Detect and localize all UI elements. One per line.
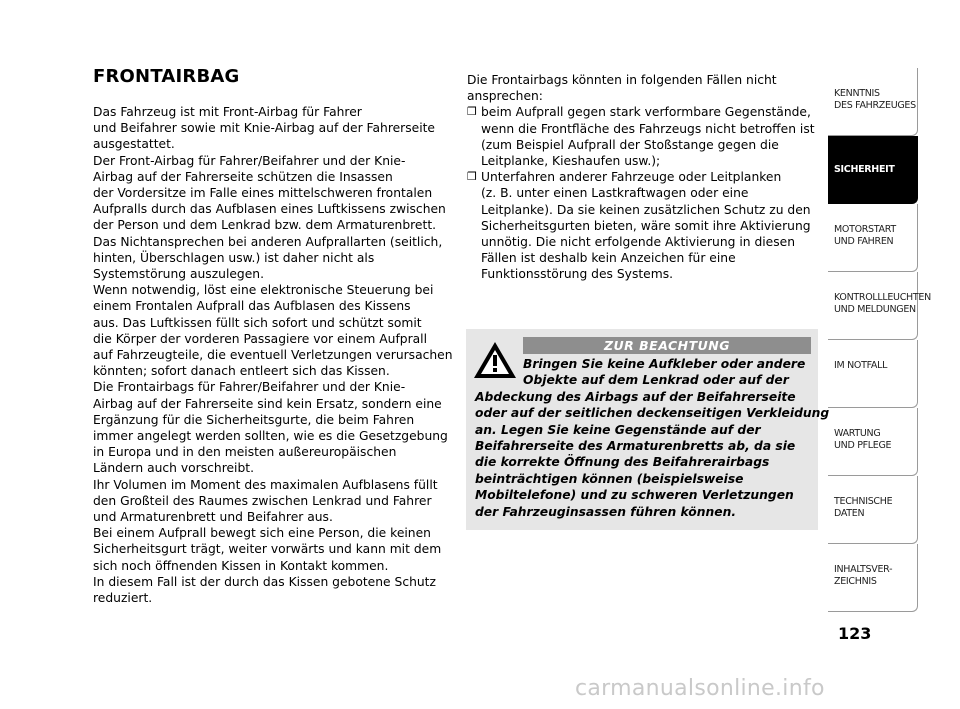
page-number: 123 — [838, 624, 872, 643]
paragraph-line: Wenn notwendig, löst eine elektronische Steuerung bei — [93, 283, 434, 298]
checkbox-bullet-icon: ❒ — [467, 170, 477, 184]
chapter-tab[interactable] — [828, 272, 931, 340]
bullet-line: Funktionsstörung des Systems. — [481, 267, 674, 282]
chapter-tab[interactable] — [828, 204, 918, 272]
paragraph-line: und Armaturenbrett und Beifahrer aus. — [93, 510, 333, 525]
chapter-tab[interactable] — [828, 340, 918, 408]
warning-line: Objekte auf dem Lenkrad oder auf der — [523, 373, 789, 388]
paragraph-line: Das Nichtansprechen bei anderen Aufprallarten (seitlich, — [93, 234, 443, 249]
warning-line: beinträchtigen können (beispielsweise — [475, 471, 744, 486]
warning-text — [475, 356, 830, 520]
bullet-line: (z. B. unter einen Lastkraftwagen oder eine — [481, 186, 749, 201]
chapter-tab[interactable] — [828, 68, 918, 136]
chapter-tab-label: WARTUNG UND PFLEGE — [834, 428, 892, 451]
chapter-tab-label: KENNTNIS DES FAHRZEUGES — [834, 88, 916, 111]
paragraph-line: Ländern auch vorschreibt. — [93, 461, 255, 476]
bullet-item — [467, 104, 819, 169]
paragraph-line: in Europa und in den meisten außereuropäischen — [93, 445, 397, 460]
warning-line: Beifahrerseite des Armaturenbretts ab, da sie — [475, 439, 796, 454]
intro-line: ansprechen: — [467, 89, 543, 104]
intro-line: Die Frontairbags könnten in folgenden Fällen nicht — [467, 73, 777, 87]
chapter-tab[interactable] — [828, 408, 918, 476]
warning-line: oder auf der seitlichen deckenseitigen Verkleidung — [475, 406, 830, 421]
warning-line: Bringen Sie keine Aufkleber oder andere — [523, 357, 806, 371]
bullet-line: beim Aufprall gegen stark verformbare Gegenstände, — [481, 105, 811, 120]
paragraph-line: aus. Das Luftkissen füllt sich sofort und schützt somit — [93, 315, 422, 330]
paragraph-line: Das Fahrzeug ist mit Front-Airbag für Fahrer — [93, 105, 362, 119]
warning-header: ZUR BEACHTUNG — [523, 337, 811, 354]
chapter-tab-label: IM NOTFALL — [834, 360, 888, 371]
paragraph-line: Aufpralls durch das Aufblasen eines Luftkissens zwischen — [93, 202, 446, 217]
left-column-text — [93, 104, 455, 606]
paragraph-line: Systemstörung auszulegen. — [93, 267, 265, 282]
paragraph-line: Sicherheitsgurt trägt, weiter vorwärts und kann mit dem — [93, 542, 442, 557]
paragraph-line: der Person und dem Lenkrad bzw. dem Armaturenbrett. — [93, 218, 437, 233]
bullet-line: Leitplanke, Kieshaufen usw.); — [481, 154, 661, 169]
chapter-tab-label: INHALTSVER- ZEICHNIS — [834, 564, 893, 587]
paragraph-line: Airbag auf der Fahrerseite sind kein Ersatz, sondern eine — [93, 396, 442, 411]
paragraph-line: Ihr Volumen im Moment des maximalen Aufblasens füllt — [93, 477, 438, 492]
chapter-tab-label: KONTROLLLEUCHTEN UND MELDUNGEN — [834, 292, 931, 315]
paragraph-line: die Körper der vorderen Passagiere vor einem Aufprall — [93, 331, 428, 346]
paragraph-line: könnten; sofort danach entleert sich das Kissen. — [93, 364, 390, 379]
warning-line: Mobiltelefone) und zu schweren Verletzungen — [475, 488, 794, 503]
paragraph-line: der Vordersitze im Falle eines mittelschweren frontalen — [93, 186, 433, 201]
checkbox-bullet-icon: ❒ — [467, 105, 477, 119]
chapter-tab[interactable] — [828, 476, 918, 544]
paragraph-line: Bei einem Aufprall bewegt sich eine Person, die keinen — [93, 526, 431, 541]
bullet-line: Leitplanke). Da sie keinen zusätzlichen Schutz zu den — [481, 202, 811, 217]
chapter-tab-label: SICHERHEIT — [834, 164, 895, 175]
paragraph-line: und Beifahrer sowie mit Knie-Airbag auf der Fahrerseite — [93, 121, 436, 136]
chapter-tab-label: MOTORSTART UND FAHREN — [834, 224, 896, 247]
bullet-line: unnötig. Die nicht erfolgende Aktivierung in diesen — [481, 235, 796, 250]
paragraph-line: Airbag auf der Fahrerseite schützen die Insassen — [93, 169, 393, 184]
bullet-line: (zum Beispiel Aufprall der Stoßstange gegen die — [481, 137, 779, 152]
bullet-line: Sicherheitsgurten bieten, wäre somit ihre Aktivierung — [481, 218, 811, 233]
chapter-tabs — [828, 68, 931, 612]
right-column-text — [467, 72, 819, 283]
watermark: carmanualsonline.info — [575, 676, 825, 701]
paragraph-line: auf Fahrzeugteile, die eventuell Verletzungen verursachen — [93, 348, 453, 363]
paragraph-line: In diesem Fall ist der durch das Kissen gebotene Schutz — [93, 574, 436, 589]
paragraph-line: Der Front-Airbag für Fahrer/Beifahrer und der Knie- — [93, 153, 406, 168]
section-title: FRONTAIRBAG — [93, 66, 240, 87]
paragraph-line: hinten, Überschlagen usw.) ist daher nicht als — [93, 250, 375, 265]
warning-line: an. Legen Sie keine Gegenstände auf der — [475, 422, 761, 437]
bullet-line: Unterfahren anderer Fahrzeuge oder Leitplanken — [481, 170, 782, 185]
warning-line: die korrekte Öffnung des Beifahrerairbags — [475, 455, 770, 470]
bullet-line: Fällen ist deshalb kein Anzeichen für eine — [481, 251, 736, 266]
paragraph-line: ausgestattet. — [93, 137, 175, 152]
paragraph-line: den Großteil des Raumes zwischen Lenkrad und Fahrer — [93, 493, 432, 508]
paragraph-line: einem Frontalen Aufprall das Aufblasen des Kissens — [93, 299, 411, 314]
chapter-tab-label: TECHNISCHE DATEN — [834, 496, 893, 519]
warning-line: der Fahrzeuginsassen führen können. — [475, 504, 737, 519]
chapter-tab[interactable] — [828, 136, 918, 204]
bullet-line: wenn die Frontfläche des Fahrzeugs nicht betroffen ist — [481, 121, 815, 136]
bullet-item — [467, 169, 819, 282]
paragraph-line: immer angelegt werden sollten, wie es die Gesetzgebung — [93, 429, 448, 444]
paragraph-line: Die Frontairbags für Fahrer/Beifahrer und der Knie- — [93, 380, 406, 395]
paragraph-line: sich noch öffnenden Kissen in Kontakt kommen. — [93, 558, 389, 573]
chapter-tab[interactable] — [828, 544, 918, 612]
warning-line: Abdeckung des Airbags auf der Beifahrerseite — [475, 389, 796, 404]
paragraph-line: reduziert. — [93, 591, 153, 606]
paragraph-line: Ergänzung für die Sicherheitsgurte, die beim Fahren — [93, 412, 415, 427]
